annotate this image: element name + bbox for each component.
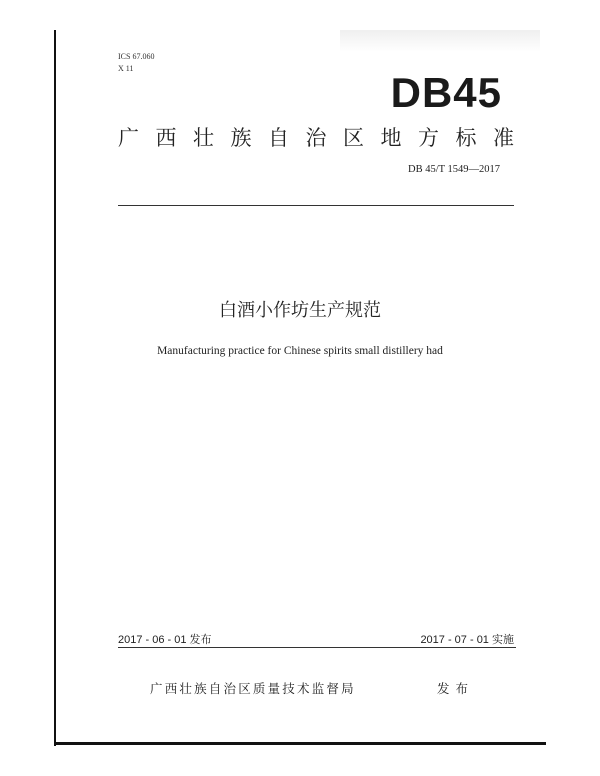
scan-edge-bottom: [54, 742, 546, 745]
document-title-zh: 白酒小作坊生产规范: [219, 300, 381, 321]
classification-codes: [118, 51, 154, 75]
issue-date: 2017 - 06 - 01 发布: [118, 634, 212, 646]
publish-label: 发布: [437, 681, 475, 696]
ics-code: ICS 67.060: [118, 52, 155, 61]
footer-divider: [118, 647, 516, 648]
scan-shadow: [340, 30, 540, 52]
publisher: 广西壮族自治区质量技术监督局: [150, 681, 356, 696]
scan-edge-left: [54, 30, 56, 746]
header-divider: [118, 205, 514, 206]
code-mark: DB45: [390, 69, 502, 116]
implementation-date: 2017 - 07 - 01 实施: [420, 634, 514, 646]
standard-number: DB 45/T 1549—2017: [408, 164, 500, 175]
class-code: X 11: [118, 64, 134, 73]
standard-type-title: 广西壮族自治区地方标准: [118, 126, 531, 150]
document-title-en: Manufacturing practice for Chinese spirits small distillery had: [157, 345, 443, 357]
